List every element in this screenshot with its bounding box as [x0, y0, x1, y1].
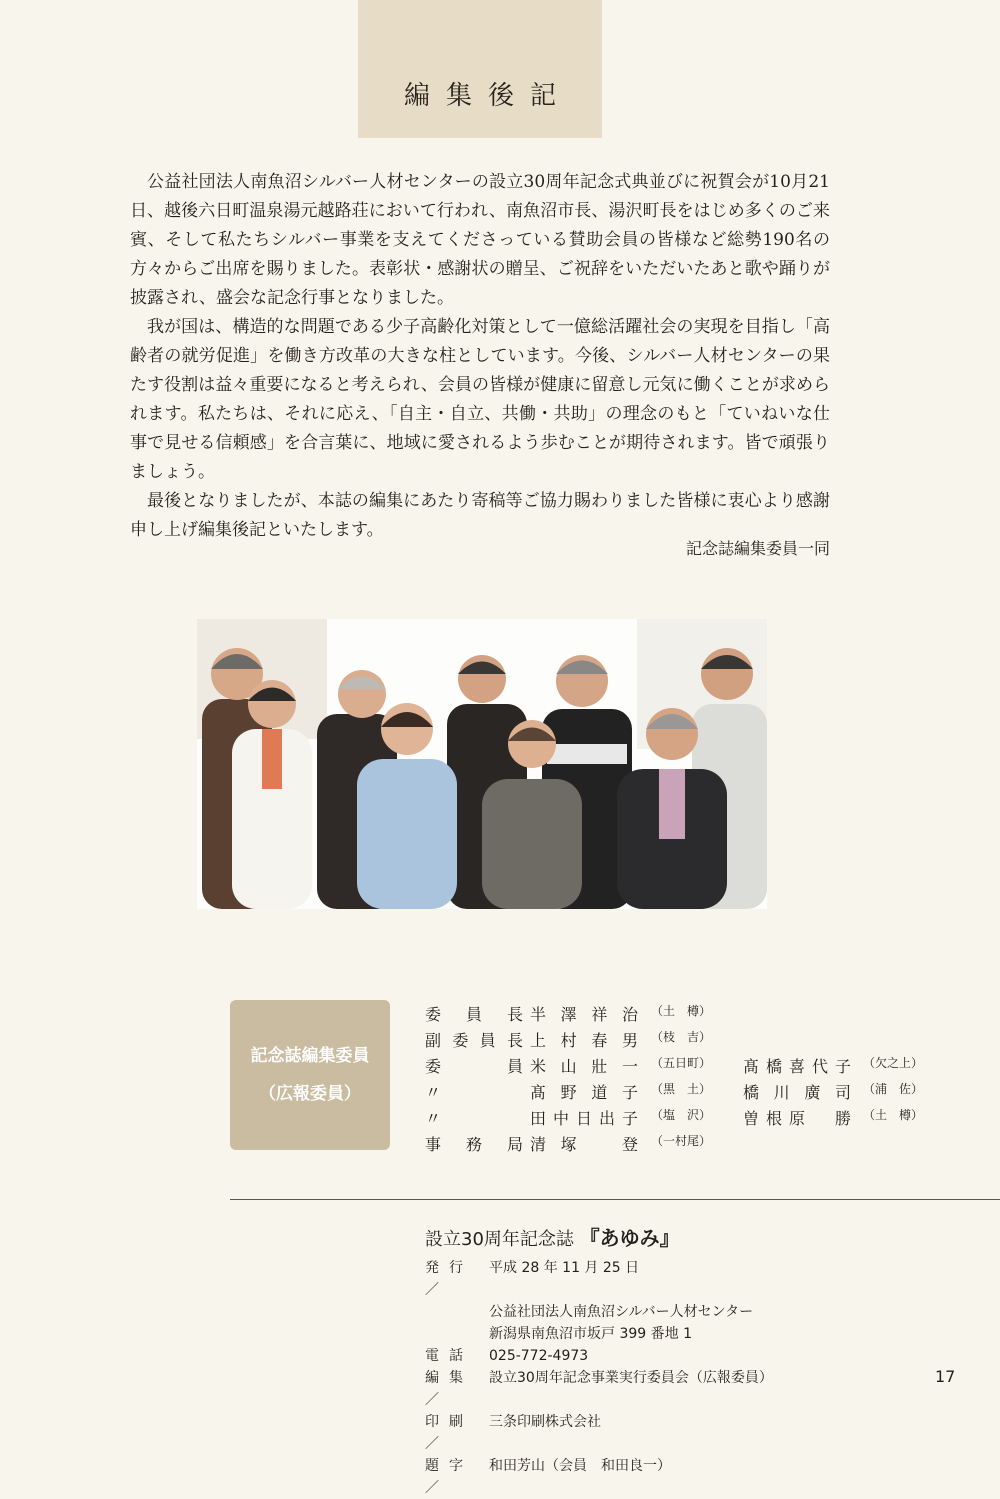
paragraph-3: 最後となりましたが、本誌の編集にあたり寄稿等ご協力賜わりました皆様に衷心より感謝申し上げ編集後記といたします。 [130, 491, 830, 540]
group-photo [197, 619, 767, 909]
member-name: 上村春男 [530, 1031, 640, 1050]
member-role: 〃 [425, 1083, 442, 1102]
colophon [425, 1222, 965, 1499]
member-name-second: 橋川廣司 [743, 1083, 853, 1102]
phone-label: 電話 [425, 1348, 473, 1364]
publisher-row [425, 1301, 965, 1323]
member-role: 〃 [425, 1109, 442, 1128]
editor: 設立30周年記念事業実行委員会（広報委員） [489, 1370, 773, 1386]
committee-label: 記念誌編集委員 [250, 1046, 370, 1066]
member-role: 副委員長 [425, 1031, 523, 1050]
phone-row [425, 1345, 965, 1367]
editor-label: 編集／ [425, 1370, 473, 1408]
committee-member-list [425, 1002, 965, 1158]
printer-label: 印刷／ [425, 1414, 473, 1452]
member-name: 清塚 登 [530, 1135, 640, 1154]
issue-label: 発行／ [425, 1260, 473, 1298]
member-area-second: （浦 佐） [863, 1082, 924, 1096]
member-area: （黒 土） [651, 1082, 712, 1096]
divider [230, 1199, 1000, 1200]
member-role: 委 員 [425, 1057, 523, 1076]
address: 新潟県南魚沼市坂戸 399 番地 1 [489, 1326, 692, 1342]
publication-title-name: 『あゆみ』 [579, 1226, 680, 1250]
member-row [425, 1080, 965, 1106]
heading-box [358, 0, 602, 138]
member-area: （一村尾） [651, 1134, 712, 1148]
afterword-body [130, 168, 830, 545]
address-row [425, 1323, 965, 1345]
printer-row [425, 1411, 965, 1455]
committee-sublabel: （広報委員） [259, 1084, 361, 1104]
member-area: （塩 沢） [651, 1108, 712, 1122]
member-name: 田中日出子 [530, 1109, 640, 1128]
phone: 025-772-4973 [489, 1348, 589, 1364]
printer: 三条印刷株式会社 [489, 1414, 601, 1430]
editor-row [425, 1367, 965, 1411]
member-name: 米山壯一 [530, 1057, 640, 1076]
member-row [425, 1054, 965, 1080]
member-row [425, 1002, 965, 1028]
paragraph-1: 公益社団法人南魚沼シルバー人材センターの設立30周年記念式典並びに祝賀会が10月21日、越後六日町温泉湯元越路荘において行われ、南魚沼市長、湯沢町長をはじめ多くのご来賓、そして私たちシルバー事業を支えてくださっている賛助会員の皆様など総勢190名の方々からご出席を賜りました。表彰状・感謝状の贈呈、ご祝辞をいただいたあと歌や踊りが披露され、盛会な記念行事となりました。 [130, 172, 830, 308]
publisher: 公益社団法人南魚沼シルバー人材センター [489, 1304, 754, 1320]
member-name: 髙野道子 [530, 1083, 640, 1102]
calligraphy: 和田芳山（会員 和田良一） [489, 1458, 671, 1474]
member-area-second: （土 樽） [863, 1108, 924, 1122]
member-row [425, 1106, 965, 1132]
member-area-second: （欠之上） [863, 1056, 924, 1070]
paragraph-2: 我が国は、構造的な問題である少子高齢化対策として一億総活躍社会の実現を目指し「高齢者の就労促進」を働き方改革の大きな柱としています。今後、シルバー人材センターの果たす役割は益々重要になると考えられ、会員の皆様が健康に留意し元気に働くことが求められます。私たちは、それに応え、「自主・自立、共働・共助」の理念のもと「ていねいな仕事で見せる信頼感」を合言葉に、地域に愛されるよう歩むことが期待されます。皆で頑張りましょう。 [130, 317, 830, 482]
member-name-second: 曽根原 勝 [743, 1109, 853, 1128]
calligraphy-label: 題字／ [425, 1458, 473, 1496]
committee-label-badge [230, 1000, 390, 1150]
member-area: （枝 吉） [651, 1030, 712, 1044]
member-row [425, 1132, 965, 1158]
member-role: 委員長 [425, 1005, 523, 1024]
member-name-second: 髙橋喜代子 [743, 1057, 853, 1076]
publication-title [425, 1222, 965, 1251]
page-title: 編集後記 [403, 80, 572, 111]
member-area: （五日町） [651, 1056, 712, 1070]
issue-row [425, 1257, 965, 1301]
member-area: （土 樽） [651, 1004, 712, 1018]
member-name: 半澤祥治 [530, 1005, 640, 1024]
issue-date: 平成 28 年 11 月 25 日 [489, 1260, 640, 1276]
signoff: 記念誌編集委員一同 [685, 539, 830, 558]
publication-title-prefix: 設立30周年記念誌 [425, 1229, 574, 1250]
member-role: 事務局 [425, 1135, 523, 1154]
page-number: 17 [935, 1367, 956, 1386]
member-row [425, 1028, 965, 1054]
